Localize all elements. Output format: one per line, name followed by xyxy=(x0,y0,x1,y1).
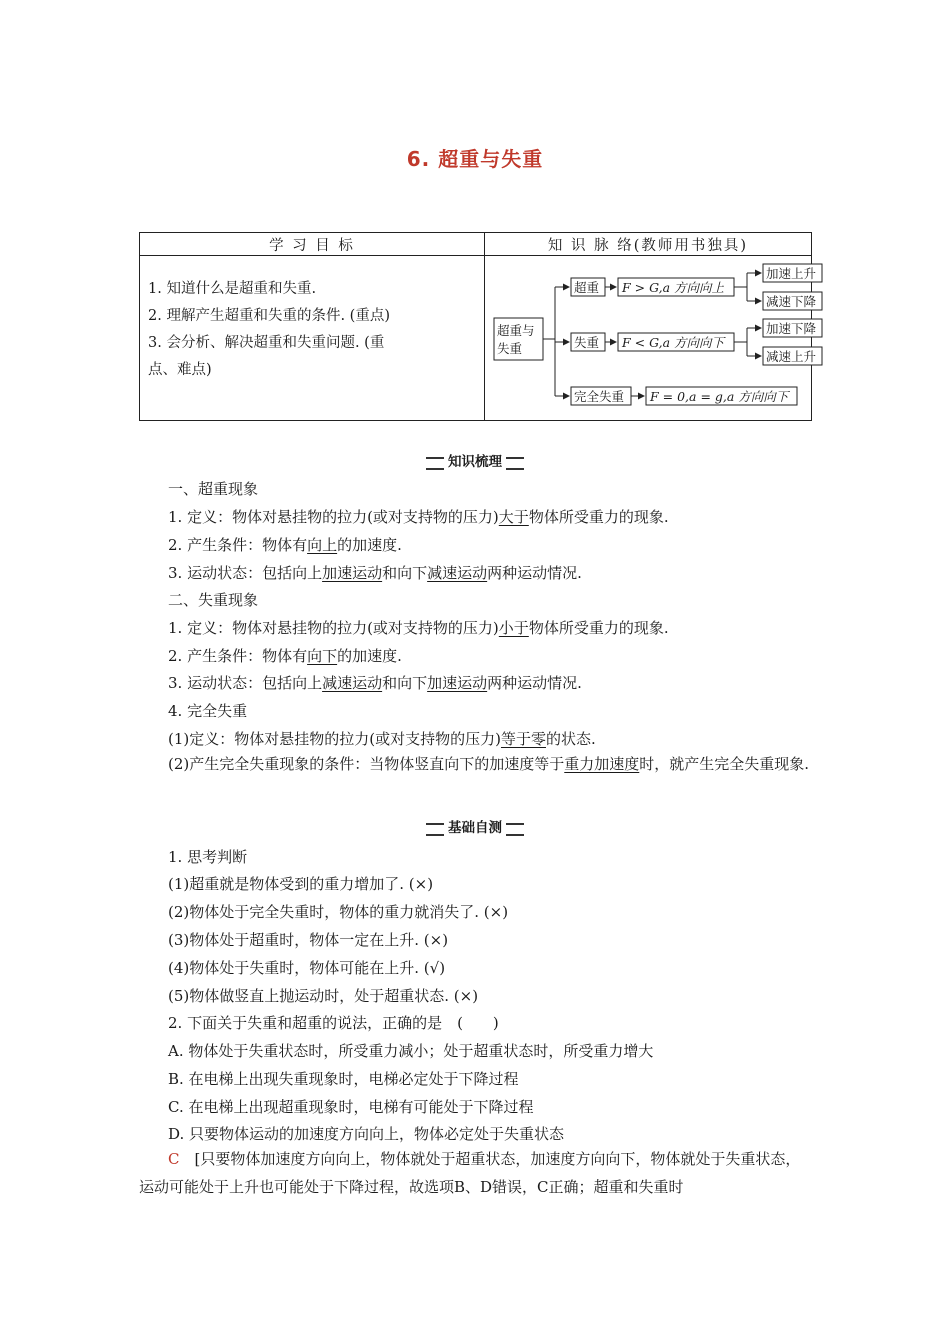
weightloss-motion: 3. 运动状态：包括向上减速运动和向下加速运动两种运动情况. xyxy=(168,674,582,692)
judgement-item: (3)物体处于超重时，物体一定在上升. (×) xyxy=(168,931,449,949)
option-b: B. 在电梯上出现失重现象时，电梯必定处于下降过程 xyxy=(168,1070,519,1088)
goal-item: 2. 理解产生超重和失重的条件. (重点) xyxy=(148,308,390,324)
map-leaf1a: 加速上升 xyxy=(766,266,817,281)
knowledge-map xyxy=(485,256,817,421)
map-cond2: F < G,a 方向向下 xyxy=(622,335,725,350)
goal-item: 1. 知道什么是超重和失重. xyxy=(148,281,317,297)
map-root-line2: 失重 xyxy=(497,341,523,356)
heading-complete-weightloss: 4. 完全失重 xyxy=(168,702,248,720)
option-c: C. 在电梯上出现超重现象时，电梯有可能处于下降过程 xyxy=(168,1098,534,1116)
judgement-item: (1)超重就是物体受到的重力增加了. (×) xyxy=(168,875,434,893)
question-1: 1. 思考判断 xyxy=(168,848,248,866)
heading-overweight: 一、超重现象 xyxy=(168,480,259,498)
map-leaf1b: 减速下降 xyxy=(766,294,817,309)
judgement-item: (4)物体处于失重时，物体可能在上升. (√) xyxy=(168,959,446,977)
option-a: A. 物体处于失重状态时，所受重力减小；处于超重状态时，所受重力增大 xyxy=(168,1042,654,1060)
question-2: 2. 下面关于失重和超重的说法，正确的是 ( ) xyxy=(168,1014,499,1032)
complete-weightloss-definition: (1)定义：物体对悬挂物的拉力(或对支持物的压力)等于零的状态. xyxy=(168,730,596,748)
overweight-condition: 2. 产生条件：物体有向上的加速度. xyxy=(168,536,402,554)
map-header: 知 识 脉 络(教师用书独具) xyxy=(485,233,812,256)
page-title: 6. 超重与失重 xyxy=(406,147,544,171)
section-badge-selftest: 基础自测 xyxy=(0,817,950,837)
heading-weightloss: 二、失重现象 xyxy=(168,591,259,609)
goals-header: 学 习 目 标 xyxy=(140,233,485,256)
map-branch1: 超重 xyxy=(574,280,600,295)
judgement-item: (2)物体处于完全失重时，物体的重力就消失了. (×) xyxy=(168,903,509,921)
complete-weightloss-condition: (2)产生完全失重现象的条件：当物体竖直向下的加速度等于重力加速度时，就产生完全失重现象. xyxy=(168,755,810,773)
answer-explanation: C [只要物体加速度方向向上，物体就处于超重状态，加速度方向向下，物体就处于失重状态，运动可能处于上升也可能处于下降过程，故选项B、D错误，C正确；超重和失重时 xyxy=(139,1150,801,1196)
weightloss-condition: 2. 产生条件：物体有向下的加速度. xyxy=(168,647,402,665)
goal-item: 3. 会分析、解决超重和失重问题. (重 xyxy=(148,335,385,351)
weightloss-definition: 1. 定义：物体对悬挂物的拉力(或对支持物的压力)小于物体所受重力的现象. xyxy=(168,619,669,637)
goals-table xyxy=(139,232,817,421)
map-branch3: 完全失重 xyxy=(574,389,625,404)
judgement-item: (5)物体做竖直上抛运动时，处于超重状态. (×) xyxy=(168,987,479,1005)
answer-letter: C xyxy=(168,1150,180,1168)
goals-list xyxy=(140,256,485,421)
map-leaf2a: 加速下降 xyxy=(766,321,817,336)
map-leaf2b: 减速上升 xyxy=(766,349,817,364)
goal-item: 点、难点) xyxy=(148,362,212,378)
map-cond3: F = 0,a = g,a 方向向下 xyxy=(650,389,789,404)
overweight-motion: 3. 运动状态：包括向上加速运动和向下减速运动两种运动情况. xyxy=(168,564,582,582)
map-cond1: F > G,a 方向向上 xyxy=(622,280,725,295)
option-d: D. 只要物体运动的加速度方向向上，物体必定处于失重状态 xyxy=(168,1125,565,1143)
map-branch2: 失重 xyxy=(574,335,600,350)
overweight-definition: 1. 定义：物体对悬挂物的拉力(或对支持物的压力)大于物体所受重力的现象. xyxy=(168,508,669,526)
map-root-line1: 超重与 xyxy=(497,323,535,338)
section-badge-knowledge: 知识梳理 xyxy=(0,451,950,471)
